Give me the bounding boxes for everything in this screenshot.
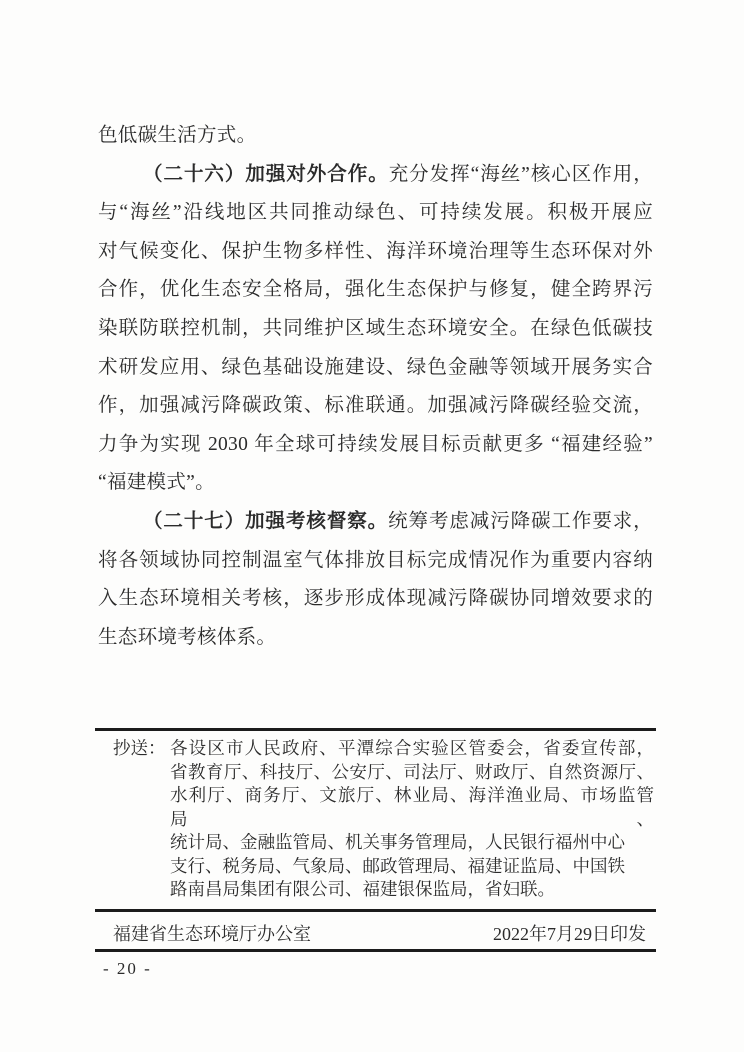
print-date: 2022年7月29日印发 xyxy=(493,923,646,944)
body-line-text: 对气候变化、保护生物多样性、海洋环境治理等生态环保对外 xyxy=(98,240,653,262)
body-line xyxy=(98,503,653,542)
issuer-row xyxy=(95,912,656,952)
cc-line: 水利厅、商务厅、文旅厅、林业局、海洋渔业局、市场监管局、 xyxy=(170,785,654,829)
body-line-text: 与“海丝”沿线地区共同推动绿色、可持续发展。积极开展应 xyxy=(98,202,653,224)
body-line xyxy=(98,271,653,310)
body-line xyxy=(98,464,653,503)
body-line-text: 统筹考虑减污降碳工作要求， xyxy=(388,510,653,532)
body-line-text: 色低碳生活方式。 xyxy=(98,125,257,146)
body-line-text: 术研发应用、绿色基础设施建设、绿色金融等领域开展务实合 xyxy=(98,356,653,378)
body-line xyxy=(98,233,653,272)
body-line xyxy=(98,426,653,465)
body-line xyxy=(98,542,653,581)
section-heading-27: （二十七）加强考核督察。 xyxy=(143,510,389,532)
cc-distribution-block xyxy=(95,728,656,912)
body-line-text: “福建模式”。 xyxy=(98,472,215,494)
body-line-text: 生态环境考核体系。 xyxy=(98,626,277,648)
cc-label: 抄送： xyxy=(113,738,166,758)
issuer-office: 福建省生态环境厅办公室 xyxy=(113,923,311,944)
body-line-text: 作，加强减污降碳政策、标准联通。加强减污降碳经验交流， xyxy=(98,395,653,417)
document-footer xyxy=(95,728,656,979)
page-number: - 20 - xyxy=(103,958,152,978)
body-line xyxy=(98,156,653,195)
body-line-text: 染联防联控机制，共同维护区域生态环境安全。在绿色低碳技 xyxy=(98,317,653,339)
body-line xyxy=(98,117,653,156)
body-line-text: 力争为实现 2030 年全球可持续发展目标贡献更多 “福建经验” xyxy=(98,433,653,455)
cc-line: 各设区市人民政府、平潭综合实验区管委会，省委宣传部， xyxy=(170,738,654,758)
body-line xyxy=(98,310,653,349)
cc-line: 支行、税务局、气象局、邮政管理局、福建证监局、中国铁 xyxy=(170,855,625,876)
body-line-text: 合作，优化生态安全格局，强化生态保护与修复，健全跨界污 xyxy=(98,279,653,301)
cc-list xyxy=(170,737,654,902)
section-heading-26: （二十六）加强对外合作。 xyxy=(143,163,389,185)
body-line xyxy=(98,387,653,426)
cc-line: 省教育厅、科技厅、公安厅、司法厅、财政厅、自然资源厅、 xyxy=(170,761,654,782)
cc-line: 路南昌局集团有限公司、福建银保监局，省妇联。 xyxy=(170,879,555,899)
body-line xyxy=(98,619,653,658)
body-line-text: 入生态环境相关考核，逐步形成体现减污降碳协同增效要求的 xyxy=(98,588,653,610)
cc-line: 统计局、金融监管局、机关事务管理局，人民银行福州中心 xyxy=(170,832,625,852)
body-line xyxy=(98,349,653,388)
body-line xyxy=(98,580,653,619)
body-line-text: 将各领域协同控制温室气体排放目标完成情况作为重要内容纳 xyxy=(98,549,653,571)
body-line xyxy=(98,194,653,233)
document-body xyxy=(98,117,653,657)
body-line-text: 充分发挥“海丝”核心区作用， xyxy=(388,163,653,185)
